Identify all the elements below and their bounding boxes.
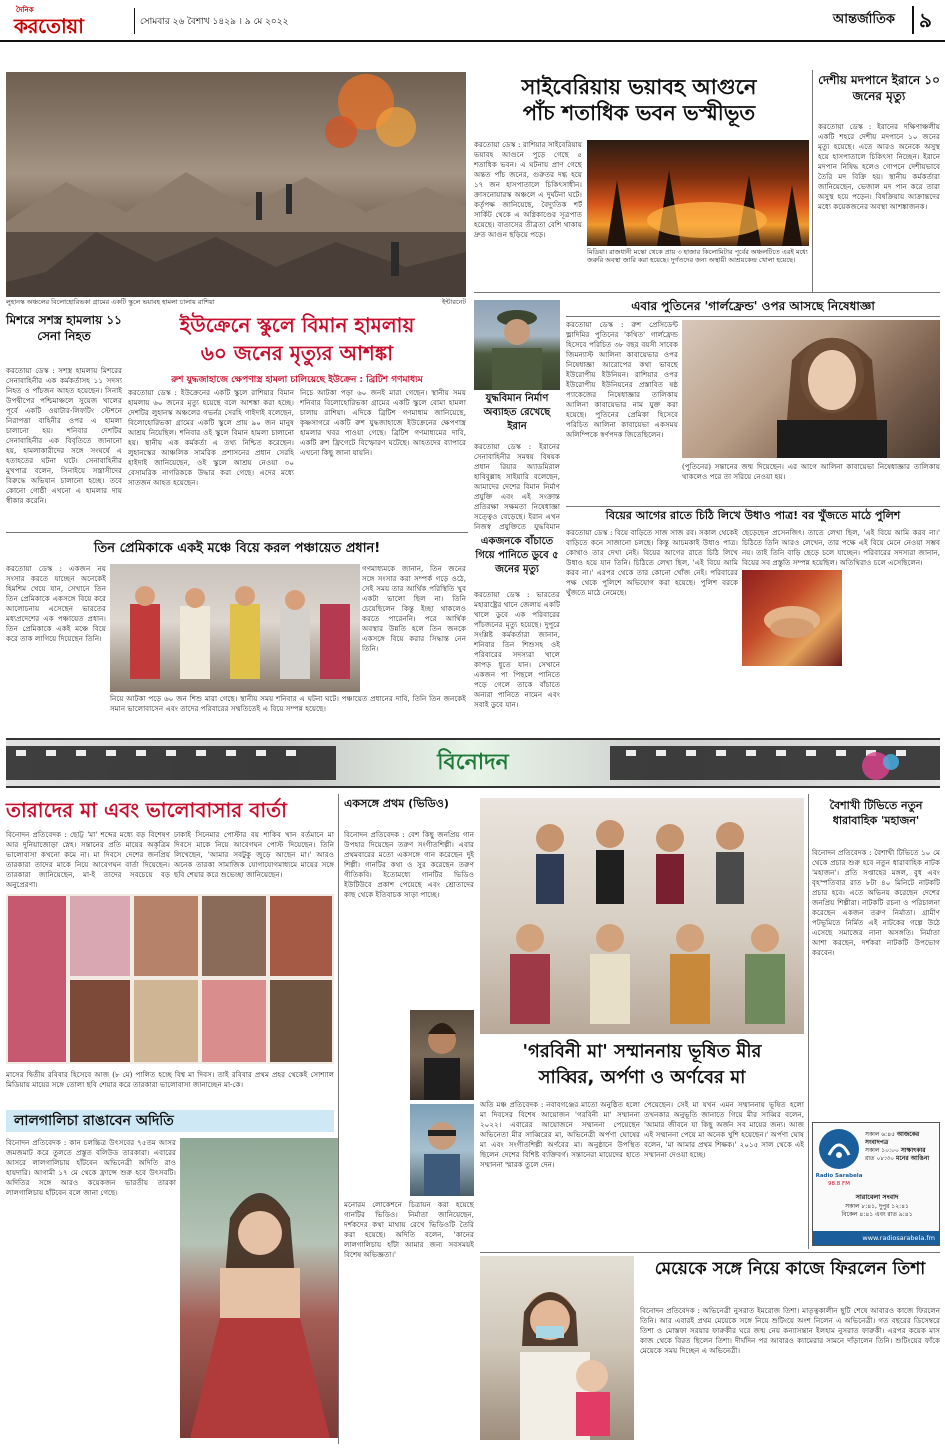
aditi-body-2: মনোরম লোকেশনে চিত্রায়ন করা হয়েছে গানটির ভিডিও। নির্মাতা জানিয়েছেন, দর্শকদের কথা মাথায় রেখে ভিডিওটি তৈরি করা হয়েছে। অদিতি বলেন, 'কানের লালগালিচায় হাঁটা আমার জন্য সবসময়ই বিশেষ অভিজ্ঞতা।'	[344, 1200, 474, 1259]
radio-show-2: সাক্ষাৎকার	[900, 1147, 926, 1154]
putin-headline: এবার পুতিনের 'গার্লফ্রেন্ড' ওপর আসছে নিষেধাজ্ঞা	[566, 298, 940, 317]
mother-collage-photo	[6, 894, 334, 1064]
radio-name: Radio Sarabela	[815, 1173, 863, 1179]
radio-news-title: সারাবেলা সংবাদ	[855, 1193, 899, 1201]
column-rule	[812, 70, 813, 292]
drown-headline: একজনকে বাঁচাতে গিয়ে পানিতে ডুবে ৫ জনের মৃত্যু	[475, 536, 559, 575]
page-number: ৯	[912, 6, 938, 34]
ukraine-body-2: নিচে আটকা পড়া ৬০ জনই মারা গেছেন। স্থানীয় সময় শনিবার বিলোহোরিভকা গ্রামের একটি স্কুলে বোমা হামলা চালায় রাশিয়া। এদিকে ব্রিটিশ গণমাধ্যম জানিয়েছে, কৃষ্ণসাগরে একটি রুশ যুদ্ধজাহাজে ইউক্রেনের ক্ষেপণাস্ত্র হামলার খবর পাওয়া গেছে। ব্রিটিশ গণমাধ্যমের দাবি, একটি রুশ ফ্রিগেটে বিস্ফোরণ ঘটেছে। আহতদের ব্যাপারে এখনো কিছু জানা যায়নি।	[300, 388, 466, 457]
collage-illustration	[6, 894, 334, 1064]
ukraine-headline-2: ৬০ জনের মৃত্যুর আশঙ্কা	[200, 341, 394, 365]
iran-military-headline: যুদ্ধবিমান নির্মাণ অব্যাহত রেখেছে ইরান	[483, 393, 551, 432]
binodon-title: বিনোদন	[437, 750, 509, 775]
column-rule-2	[338, 794, 339, 1444]
logo-title: করতোয়া	[14, 14, 84, 38]
mir-body-2: পেয়েছেন। সেই মা যখন এমন সম্মাননায় ভূষিত হলো তখনকার অনুভূতি জানাতে গিয়ে মীর সাব্বির বলেন, 'আমার জীবনে যা কিছু অর্জন সব মায়ের জন্য। আজ এই সম্মাননা পেয়ে মা অনেক খুশি হয়েছেন।' অর্পণা ঘোষ বলেন, 'মা আমার প্রথম শিক্ষক।' ২০১৫ সাল থেকে এই সম্মাননা দেওয়া হচ্ছে।	[644, 1100, 804, 1159]
wedding-hands-illustration	[742, 570, 842, 666]
forest-fire-illustration	[587, 140, 809, 246]
wedding-body: করতোয়া ডেস্ক : বিয়ে বাড়িতে সাজ সাজ রব। সকাল থেকেই বাড়িতে কনে সাজানো চলছে। কিন্তু আচমকাই উধাও পাত্র। কোথাও তার দেখা নেই। বিয়ের আগের রাতে চিঠি লিখে উধাও হয়ে যান তিনি। চিঠিতে লেখা ছিল, 'এই বিয়ে আমি করব না।' এরপর থেকে তার কোনো খোঁজ নেই। পরিবারের পক্ষ থেকে পুলিশে অভিযোগ করা হয়েছে। পুলিশ বরকে খুঁজতে মাঠে নেমেছে।	[566, 528, 738, 597]
radio-time-2: সকাল ১০:০০	[865, 1147, 899, 1154]
mir-headline-2: সাব্বির, অর্পণা ও অর্ণবের মা	[538, 1067, 746, 1088]
aditi-body: বিনোদন প্রতিবেদক : কান চলচ্চিত্র উৎসবের ৭৫তম আসর জমজমাট করে তুলতে প্রস্তুত বলিউড তারকারা। এবারের আসরে লালগালিচায় হাঁটবেন অভিনেত্রী অদিতি রাও হায়দারি। আগামী ১৭ মে থেকে ফ্রান্সে শুরু হবে উৎসবটি। অদিতির সঙ্গে আরও কয়েকজন ভারতীয় তারকা লালগালিচায় হাঁটবেন বলে জানা গেছে।	[6, 1138, 176, 1197]
iran-alcohol-body: করতোয়া ডেস্ক : ইরানের দক্ষিণাঞ্চলীয় একটি শহরে দেশীয় মদপানে ১০ জনের মৃত্যু হয়েছে। এতে আরও অনেকে অসুস্থ হয়ে হাসপাতালে চিকিৎসা নিচ্ছেন। ইরানে মদপান নিষিদ্ধ হলেও গোপনে দেশীয়ভাবে তৈরি মদ বিক্রি হয়। স্থানীয় কর্মকর্তারা জানিয়েছেন, ভেজাল মদ পান করে তারা অসুস্থ হয়ে পড়েন। বিষক্রিয়ায় আক্রান্তদের মধ্যে কয়েকজনের অবস্থা আশঙ্কাজনক।	[818, 122, 940, 211]
radio-url[interactable]: www.radiosarabela.fm	[813, 1231, 939, 1245]
radio-frequency: 98.8 FM	[828, 1181, 850, 1187]
singer-2-illustration	[410, 1104, 474, 1196]
first-body: বিনোদন প্রতিবেদক : বেশ কিছু জনপ্রিয় গান উপহার দিয়েছেন তরুণ সংগীতশিল্পী। এবার প্রথমবারের মতো একসঙ্গে গান করেছেন দুই শিল্পী। গানটির কথা ও সুর করেছেন তরুণ গীতিকবি। ইতোমধ্যে গানটির ভিডিও ইউটিউবে প্রকাশ পেয়েছে এবং শ্রোতাদের কাছ থেকে ইতিবাচক সাড়া পাচ্ছে।	[344, 830, 474, 899]
iran-military-body: করতোয়া ডেস্ক : ইরানের সেনাবাহিনীর সমন্বয় বিষয়ক প্রধান রিয়ার অ্যাডমিরাল হাবিবুল্লাহ সাইয়ারি বলেছেন, আমাদের দেশের বিমান নির্মাণ প্রযুক্তি এবং এই সংক্রান্ত প্রতিরক্ষা সক্ষমতা নিষেধাজ্ঞা সত্ত্বেও বেড়েছে। ইরান এখন নিজস্ব প্রযুক্তিতে যুদ্ধবিমান	[474, 442, 560, 531]
panchayat-body-1: করতোয়া ডেস্ক : একজন নয় সংসার করতে যাচ্ছেন অনেকেই হিমশিম খেয়ে যান, সেখানে তিন তিন প্রেমিকাকে একসঙ্গে বিয়ে করে আলোচনায় এসেছেন ভারতের মধ্যপ্রদেশের এক পঞ্চায়েত প্রধান। তিন প্রেমিকাকে একই মঞ্চে বিয়ে করে তাক লাগিয়ে দিয়েছেন তিনি।	[6, 564, 106, 643]
radio-show-3: মনের আঙিনা	[896, 1155, 930, 1162]
iran-commander-photo	[474, 300, 560, 390]
wedding-body-2: ছেড়েছেন প্রসেনজিৎ। তাতে লেখা ছিল, 'এই বিয়ে আমি করব না।' চিঠিতে তিনি আরও লেখেন, তার পক্ষে এই বিয়ে মেনে নেওয়া সম্ভব নয়। তাই তিনি বাড়ি ছেড়ে চলে যাচ্ছেন। পরিবারের সদস্যরা জানান, বিয়ের সব প্রস্তুতি সম্পন্ন হয়েছিল। অতিথিরাও চলে এসেছিলেন।	[742, 528, 940, 567]
panchayat-body-2: গণমাধ্যমকে জানান, তিন জনের সঙ্গে সংসার করা সম্পর্ক গড়ে ওঠে, সেই সময় তার আর্থিক পরিস্থিতি খুব একটা ভালো ছিল না। তিনি চেয়েছিলেন কিন্তু ইচ্ছা থাকলেও করতে পারেননি। পরে আর্থিক অবস্থার উন্নতি হলে তিন জনকে একসঙ্গে বিয়ে করার সিদ্ধান্ত নেন তিনি।	[362, 564, 466, 653]
siberia-fire-photo	[587, 140, 809, 246]
siberia-photo-caption: মিডিয়া। রাজধানী মস্কো থেকে প্রায় ৩ হাজার কিলোমিটার পূর্বের অঞ্চলটিতে এরই মধ্যে জরুরি অবস্থা জারি করা হয়েছে। দুর্গতদের জন্য অস্থায়ী আশ্রয়কেন্দ্র খোলা হয়েছে।	[587, 248, 808, 264]
ukraine-headline-1: ইউক্রেনে স্কুলে বিমান হামলায়	[179, 313, 415, 337]
panchayat-wedding-photo	[110, 564, 360, 692]
section-rule	[474, 292, 940, 293]
tv-body: বিনোদন প্রতিবেদক : বৈশাখী টিভিতে ১০ মে থেকে প্রচার শুরু হবে নতুন ধারাবাহিক নাটক 'মহাজন'। প্রতি সপ্তাহের মঙ্গল, বুধ এবং বৃহস্পতিবার রাত ৮টা ৪০ মিনিটে নাটকটি প্রচার হবে। এতে অভিনয় করেছেন দেশের জনপ্রিয় শিল্পীরা। নাটকটি রচনা ও পরিচালনা করেছেন একজন তরুণ নির্মাতা। গ্রামীণ পটভূমিতে নির্মিত এই নাটকের গল্পে উঠে এসেছে সমাজের নানা অসঙ্গতি। নির্মাতা আশা করছেন, দর্শকরা নাটকটি উপভোগ করবেন।	[812, 848, 940, 957]
putin-caption: (পুতিনের) সন্তানের জন্ম দিয়েছেন। এর আগে আলিনা কাবায়েভা নিষেধাজ্ঞার তালিকায় থাকলেও পরে তা সরিয়ে নেওয়া হয়।	[682, 462, 940, 481]
tv-headline: বৈশাখী টিভিতে নতুন ধারাবাহিক 'মহাজন'	[829, 799, 923, 827]
aditi-illustration	[180, 1138, 338, 1438]
mother-body-2: ঢাকাই সিনেমার পোস্টার বয় শাকিব খান বর্তমানে মা দিবসে মাকে নিয়ে আবেগঘন পোস্ট দিয়েছেন। তিনি লিখেছেন, 'আমার সবটুকু জুড়ে আছেন মা।' আরও অনেক তারকা সামাজিক যোগাযোগমাধ্যমে মায়ের সঙ্গে ছবি শেয়ার করে শুভেচ্ছা জানিয়েছেন।	[174, 830, 334, 879]
logo-prefix: দৈনিক	[16, 6, 34, 14]
wedding-headline: বিয়ের আগের রাতে চিঠি লিখে উধাও পাত্র! বর খুঁজতে মাঠে পুলিশ	[566, 506, 940, 523]
siberia-headline-2: পাঁচ শতাধিক ভবন ভস্মীভূত	[522, 101, 756, 125]
alina-photo	[682, 320, 940, 458]
ukraine-photo-credit: ইন্টারনেট	[442, 298, 466, 306]
binodon-banner	[6, 738, 940, 788]
mother-headline: তারাদের মা এবং ভালোবাসার বার্তা	[6, 798, 287, 822]
tisha-photo	[480, 1256, 634, 1440]
section-rule-2	[6, 532, 468, 533]
date-line: সোমবার ২৬ বৈশাখ ১৪২৯ । ৯ মে ২০২২	[140, 17, 289, 27]
aditi-headline: লালগালিচা রাঙাবেন অদিতি	[6, 1110, 334, 1132]
mir-body: অতি মঞ্চ প্রতিবেদক : নবাবগঞ্জের মাতো অনুষ্ঠিত হলো মা দিবসের বিশেষ আয়োজন 'গরবিনী মা' সম্মাননা ২০২২। এবারের আয়োজনে সম্মাননা পেয়েছেন অভিনেতা মীর সাব্বিরের মা, অভিনেত্রী অর্পণা ঘোষের মা এবং সংগীতশিল্পী অর্ণবের মা। অনুষ্ঠানে উপস্থিত ছিলেন দেশের বিশিষ্ট ব্যক্তিবর্গ। সন্তানেরা মায়েদের হাতে সম্মাননা স্মারক তুলে দেন।	[480, 1100, 640, 1169]
panchayat-headline: তিন প্রেমিকাকে একই মঞ্চে বিয়ে করল পঞ্চায়েত প্রধান!	[93, 541, 381, 556]
mir-headline-1: 'গরবিনী মা' সম্মাননায় ভূষিত মীর	[522, 1041, 762, 1062]
mother-body: বিনোদন প্রতিবেদক : ছোট্ট 'মা' শব্দের মধ্যে বড় বিশেষণ আর দুনিয়াজোড়া স্নেহ। সন্তানের প্রতি মায়ের অকৃত্রিম ভালোবাসা কখনো কমে না। মা দিবসে দেশের জনপ্রিয় তারকারা তাদের মাকে নিয়ে আবেগঘন বার্তা দিয়েছেন। তারকারা জানিয়েছেন, মা-ই তাদের সবচেয়ে বড় অনুপ্রেরণা।	[6, 830, 170, 889]
singer-1-illustration	[410, 1010, 474, 1100]
radio-time-3: রাত ০৮:৩০	[865, 1155, 895, 1162]
column-rule-3	[808, 794, 809, 1249]
siberia-body: করতোয়া ডেস্ক : রাশিয়ার সাইবেরিয়ায় ভয়াবহ আগুনে পুড়ে গেছে ৫ শতাধিক ভবন। এ ঘটনায় প্রাণ গেছে অন্তত পাঁচ জনের, গুরুতর দগ্ধ হয়ে ১৭ জন হাসপাতালে চিকিৎসাধীন। ক্রাসনোয়ারস্ক অঞ্চলে এ দুর্ঘটনা ঘটে। কর্তৃপক্ষ জানিয়েছে, বৈদ্যুতিক শর্ট সার্কিট থেকে এ অগ্নিকাণ্ডের সূত্রপাত হয়েছে। বাতাসের তীব্রতা বেশি থাকায় দ্রুত আগুন ছড়িয়ে পড়ে।	[474, 140, 582, 239]
drown-body: করতোয়া ডেস্ক : ভারতের মহারাষ্ট্রের থানে জেলায় একটি খালে ডুবে এক পরিবারের পাঁচজনের মৃত্যু হয়েছে। দুপুরে সংশ্লিষ্ট কর্মকর্তারা জানান, শনিবার তিন শিশুসহ ওই পরিবারের সদস্যরা খালে কাপড় ধুতে যান। সেখানে একজন পা পিছলে পানিতে পড়ে গেলে তাকে বাঁচাতে অন্যরা পানিতে নামেন এবং সবাই ডুবে যান।	[474, 590, 560, 709]
ukraine-body-1: করতোয়া ডেস্ক : ইউক্রেনের একটি স্কুলে রাশিয়ার বিমান হামলায় ৬০ জনের মৃত্যু হয়েছে বলে আশঙ্কা করা হচ্ছে। দেশটির লুহানস্ক অঞ্চলের গভর্নর সেরহি গাইদাই বলেছেন, বিলোহোরিভকা গ্রামের একটি স্কুলে প্রায় ৯০ জন মানুষ আশ্রয় নিয়েছিল। শনিবার ওই স্কুলে বিমান হামলা চালানো হয়। স্থানীয় এক কর্মকর্তা এ তথ্য নিশ্চিত করেছেন। লুহানস্কের আঞ্চলিক সামরিক প্রশাসনের প্রধান সেরহি হাইদাই জানিয়েছেন, ওই স্কুলে আশ্রয় নেওয়া ৩০ বেসামরিক নাগরিককে উদ্ধার করা গেছে। এদের মধ্যে সাতজন আহত হয়েছেন।	[128, 388, 294, 487]
egypt-headline: মিশরে সশস্ত্র হামলায় ১১ সেনা নিহত	[6, 313, 122, 343]
radio-news-times-1: সকাল ৮:৪১, দুপুর ১২:৪১	[845, 1203, 909, 1210]
aditi-photo	[180, 1138, 338, 1438]
siberia-headline-1: সাইবেরিয়ায় ভয়াবহ আগুনে	[521, 75, 757, 99]
award-group-illustration	[480, 798, 804, 1034]
newspaper-logo	[12, 4, 130, 36]
mother-caption: মাসের দ্বিতীয় রবিবার হিসেবে আজ (৮ মে) পালিত হচ্ছে বিশ্ব মা দিবস। তাই রবিবার প্রথম প্রহর থেকেই সোশ্যাল মিডিয়ায় মায়ের সঙ্গে তোলা ছবি শেয়ার করে তারকারা ভালোবাসা জানাচ্ছেন মা-কে।	[6, 1070, 334, 1089]
radio-show-1: আজকের সংবাদপত্র	[865, 1131, 920, 1146]
masthead-divider	[134, 8, 135, 34]
ukraine-subhead: রুশ যুদ্ধজাহাজে ক্ষেপণাস্ত্র হামলা চালিয়েছে ইউক্রেন : ব্রিটিশ গণমাধ্যম	[171, 375, 423, 385]
masthead	[0, 0, 945, 42]
tisha-illustration	[480, 1256, 634, 1440]
ukraine-ruins-photo	[6, 72, 466, 297]
putin-body: করতোয়া ডেস্ক : রুশ প্রেসিডেন্ট ভ্লাদিমির পুতিনের 'কথিত' গার্লফ্রেন্ড হিসেবে পরিচিত ৩৮ বছর বয়সী সাবেক জিমন্যাস্ট আলিনা কাবায়েভার ওপর নিষেধাজ্ঞা আরোপের কথা ভাবছে ইউরোপীয় ইউনিয়ন। রাশিয়ার ওপর ইউরোপীয় ইউনিয়নের প্রস্তাবিত ষষ্ঠ প্যাকেজের নিষেধাজ্ঞার তালিকায় আলিনা কাবায়েভার নাম যুক্ত করা হয়েছে। পুতিনের প্রেমিকা হিসেবে পরিচিত আলিনা কাবায়েভা একসময় অলিম্পিকে স্বর্ণপদক জিতেছিলেন।	[566, 320, 678, 439]
section-rule-3	[480, 1252, 940, 1253]
wedding-group-illustration	[110, 564, 360, 692]
garbini-ma-photo	[480, 798, 804, 1034]
first-headline: একসঙ্গে প্রথম (ভিডিও)	[344, 797, 449, 810]
radio-ad	[812, 1122, 940, 1246]
radio-logo-icon	[817, 1127, 861, 1171]
wedding-hands-photo	[742, 570, 842, 666]
section-title: আন্তর্জাতিক	[832, 12, 895, 27]
radio-schedule	[865, 1131, 939, 1163]
radio-news-times-2: বিকেল ৪:৪১ এবং রাত ৯:৪১	[841, 1211, 913, 1218]
tisha-body: বিনোদন প্রতিবেদক : অভিনেত্রী নুসরাত ইমরোজ তিশা। মাতৃত্বকালীন ছুটি শেষে আবারও কাজে ফিরলেন তিনি। আর এবারই প্রথম মেয়েকে সঙ্গে নিয়ে শুটিংয়ে অংশ নিলেন এ অভিনেত্রী। গত বছরের ডিসেম্বরে তিশা ও মোস্তফা সরয়ার ফারুকীর ঘরে জন্ম নেয় কন্যাসন্তান ইলহাম নুসরাত ফারুকী। এরপর কয়েক মাস কাজ থেকে বিরত ছিলেন তিশা। দীর্ঘদিন পর আবারও ক্যামেরার সামনে দাঁড়ালেন তিনি। শুটিংয়ের ফাঁকে মেয়েকে সময় দিচ্ছেন এ অভিনেত্রী।	[640, 1306, 940, 1355]
woman-illustration	[682, 320, 940, 458]
ukraine-photo-caption: লুহানস্ক অঞ্চলের বিলোহোরিভকা গ্রামের একটি স্কুলে ভয়াবহ হামলা চালায় রাশিয়া	[6, 298, 215, 306]
tisha-headline: মেয়েকে সঙ্গে নিয়ে কাজে ফিরলেন তিশা	[654, 1259, 926, 1279]
egypt-body: করতোয়া ডেস্ক : সশস্ত্র হামলায় মিশরের সেনাবাহিনীর এক কর্মকর্তাসহ ১১ সদস্য নিহত ও পাঁচজন আহত হয়েছেন। সিনাই উপদ্বীপের পশ্চিমাঞ্চলে সুয়েজ খালের পূর্বে একটি ওয়াটার-লিফটিং স্টেশনে নিরাপত্তা বাহিনীর ওপর এ হামলা চালানো হয়। শনিবার দেশটির সেনাবাহিনীর এক বিবৃতিতে জানানো হয়, হামলাকারীদের সঙ্গে সংঘর্ষে এ হতাহতের ঘটনা ঘটে। সেনাবাহিনীর মুখপাত্র বলেন, সিনাইয়ে সন্ত্রাসীদের বিরুদ্ধে অভিযান চালানো হচ্ছে। তবে কোনো গোষ্ঠী এখনো এ হামলার দায় স্বীকার করেনি।	[6, 366, 122, 505]
singer-1-photo	[410, 1010, 474, 1100]
iran-alcohol-headline: দেশীয় মদপানে ইরানে ১০ জনের মৃত্যু	[818, 73, 940, 103]
radio-time-1: সকাল ৬:৪৫	[865, 1131, 895, 1138]
commander-illustration	[474, 300, 560, 390]
singer-2-photo	[410, 1104, 474, 1196]
ukraine-ruins-illustration	[6, 72, 466, 297]
panchayat-body-3: নিয়ে আটকা পড়ে ৬০ জন শিশু মারা গেছে। স্থানীয় সময় শনিবার এ ঘটনা ঘটে। পঞ্চায়েত প্রধানের দাবি, তিনি তিন জনকেই সমান ভালোবাসেন এবং তাদের পরিবারের সম্মতিতেই এ বিয়ে সম্পন্ন হয়েছে।	[110, 694, 466, 713]
